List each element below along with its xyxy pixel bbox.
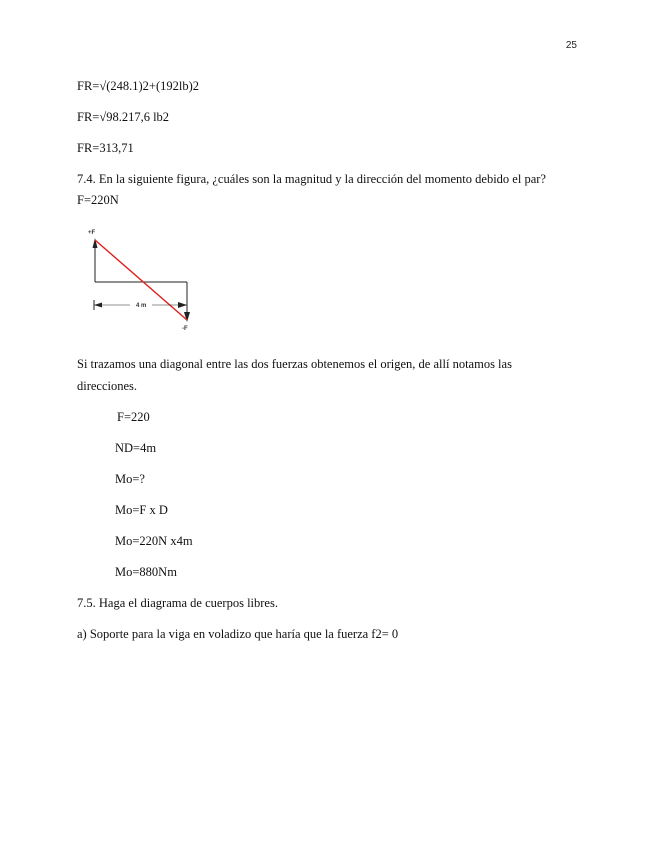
minus-f-arrowhead <box>184 312 190 322</box>
plus-f-arrowhead <box>93 238 98 248</box>
distance-label: 4 m <box>136 303 147 309</box>
calc-moment-formula: Mo=F x D <box>115 503 168 517</box>
calc-moment-substitution: Mo=220N x4m <box>115 534 193 548</box>
fr-result: FR=313,71 <box>77 141 134 155</box>
fr-equation-2: FR=√98.217,6 lb2 <box>77 110 170 124</box>
calc-force: F=220 <box>117 410 150 424</box>
page-number: 25 <box>565 40 577 51</box>
dimension-arrow-right <box>178 302 187 308</box>
calc-moment-result: Mo=880Nm <box>115 565 177 579</box>
question-7-4: 7.4. En la siguiente figura, ¿cuáles son la magnitud y la dirección del momento debido el par? <box>77 172 546 186</box>
fr-equation-1: FR=√(248.1)2+(192lb)2 <box>77 79 199 93</box>
explanation-line-1: Si trazamos una diagonal entre las dos fuerzas obtenemos el origen, de allí notamos las <box>77 357 512 371</box>
item-a: a) Soporte para la viga en voladizo que haría que la fuerza f2= 0 <box>77 627 399 641</box>
explanation-line-2: direcciones. <box>77 379 138 393</box>
dimension-arrow-left <box>94 303 102 308</box>
calc-distance: ND=4m <box>115 441 157 455</box>
question-7-5: 7.5. Haga el diagrama de cuerpos libres. <box>77 596 278 610</box>
force-given: F=220N <box>77 193 119 207</box>
calc-moment-unknown: Mo=? <box>115 472 145 486</box>
figure-label-minus-f: -F <box>182 326 188 332</box>
figure-label-plus-f: +F <box>88 230 96 236</box>
couple-force-figure <box>80 226 210 336</box>
